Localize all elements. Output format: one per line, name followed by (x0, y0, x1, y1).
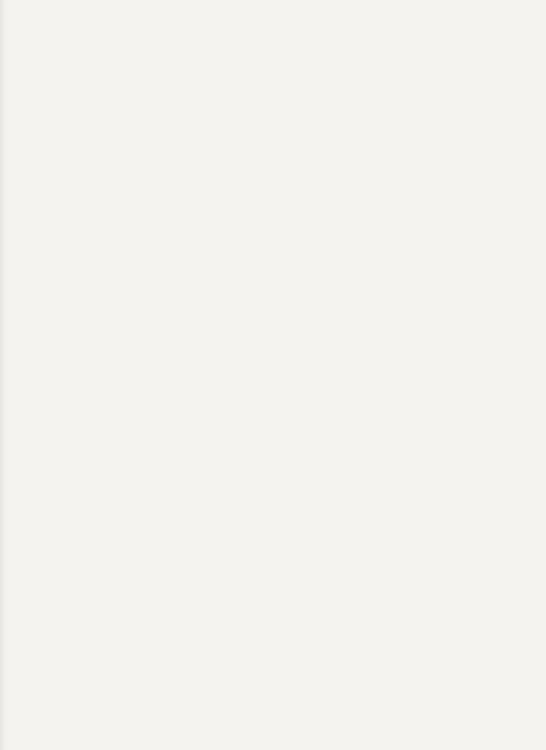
scan-shadow (0, 0, 6, 750)
